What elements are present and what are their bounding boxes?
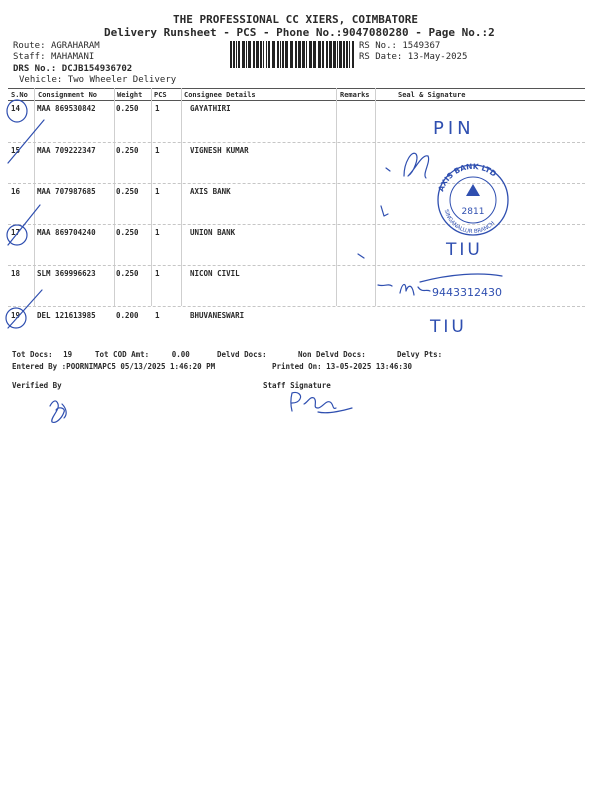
staff-signature — [291, 392, 352, 412]
row-weight: 0.200 — [116, 311, 139, 320]
row-consignment: MAA 707987685 — [37, 187, 96, 196]
row-sno: 14 — [11, 104, 21, 113]
col-consignment: Consignment No — [38, 91, 98, 99]
row-weight: 0.250 — [116, 187, 139, 196]
row-consignment: MAA 869530842 — [37, 104, 96, 113]
vehicle-label: Vehicle: — [19, 75, 63, 85]
row-pcs: 1 — [155, 228, 160, 237]
row-sno: 18 — [11, 269, 21, 278]
company-title: THE PROFESSIONAL CC XIERS, COIMBATORE — [173, 13, 419, 26]
staff-value: MAHAMANI — [50, 52, 95, 62]
rs-no-label: RS No.: — [359, 41, 397, 51]
handwritten-pin: PIN — [433, 118, 475, 139]
staff-signature-label: Staff Signature — [263, 381, 331, 390]
vehicle-value: Two Wheeler Delivery — [67, 75, 177, 85]
route-value: AGRAHARAM — [50, 41, 100, 51]
bank-stamp — [436, 162, 508, 235]
rs-date-value: 13-May-2025 — [407, 52, 468, 62]
col-pcs: PCS — [154, 91, 167, 99]
col-seal-signature: Seal & Signature — [398, 91, 466, 99]
row-sno: 19 — [11, 311, 21, 320]
check-stroke — [8, 120, 44, 163]
verified-signature — [50, 401, 66, 422]
row-weight: 0.250 — [116, 104, 139, 113]
row-consignee: NICON CIVIL — [190, 269, 240, 278]
handwritten-tiu: TIU — [446, 240, 483, 260]
row-weight: 0.250 — [116, 269, 139, 278]
underline-stroke — [420, 274, 502, 282]
check-stroke — [8, 205, 40, 245]
delvd-docs-label: Delvd Docs: — [217, 350, 267, 359]
runsheet-title: Delivery Runsheet - PCS - Phone No.:9047080280 - Page No.:2 — [104, 26, 495, 39]
row-pcs: 1 — [155, 146, 160, 155]
signature-scribble — [378, 284, 430, 295]
circle-mark — [6, 308, 26, 328]
col-consignee: Consignee Details — [184, 91, 256, 99]
row-weight: 0.250 — [116, 146, 139, 155]
row-pcs: 1 — [155, 104, 160, 113]
row-consignee: GAYATHIRI — [190, 104, 231, 113]
stamp-text-bottom: SINGANALLUR BRANCH — [442, 208, 497, 236]
row-pcs: 1 — [155, 269, 160, 278]
rs-no-value: 1549367 — [402, 41, 441, 51]
row-consignee: AXIS BANK — [190, 187, 231, 196]
row-sno: 15 — [11, 146, 21, 155]
handwritten-tiu: TIU — [430, 317, 467, 337]
route-label: Route: — [13, 41, 46, 51]
row-consignment: MAA 709222347 — [37, 146, 96, 155]
signature-scribble — [386, 153, 429, 178]
row-consignee: UNION BANK — [190, 228, 236, 237]
tick-mark — [381, 206, 388, 216]
row-consignment: MAA 869704240 — [37, 228, 96, 237]
stamp-code: 2811 — [461, 207, 485, 217]
tot-docs-value: 19 — [63, 350, 73, 359]
row-sno: 16 — [11, 187, 21, 196]
staff-label: Staff: — [13, 52, 46, 62]
non-delvd-docs-label: Non Delvd Docs: — [298, 350, 366, 359]
tot-cod-label: Tot COD Amt: — [95, 350, 150, 359]
tot-cod-value: 0.00 — [171, 350, 190, 359]
row-consignment: SLM 369996623 — [37, 269, 96, 278]
tot-docs-label: Tot Docs: — [12, 350, 53, 359]
drs-value: DCJB154936702 — [61, 64, 133, 74]
entered-by: Entered By :POORNIMAPC5 05/13/2025 1:46:20 PM — [12, 362, 216, 371]
col-weight: Weight — [117, 91, 143, 99]
row-weight: 0.250 — [116, 228, 139, 237]
row-consignee: BHUVANESWARI — [190, 311, 245, 320]
row-sno: 17 — [11, 228, 21, 237]
small-mark — [358, 254, 364, 258]
verified-by-label: Verified By — [12, 381, 62, 390]
row-consignee: VIGNESH KUMAR — [190, 146, 249, 155]
drs-label: DRS No.: — [13, 64, 57, 74]
row-pcs: 1 — [155, 187, 160, 196]
printed-on: Printed On: 13-05-2025 13:46:30 — [272, 362, 412, 371]
circle-mark — [7, 225, 27, 245]
handwritten-phone: 9443312430 — [432, 286, 502, 299]
circle-mark — [7, 100, 27, 122]
stamp-text-top: AXIS BANK LTD — [436, 161, 499, 193]
delvy-pts-label: Delvy Pts: — [397, 350, 443, 359]
rs-date-label: RS Date: — [359, 52, 403, 62]
row-pcs: 1 — [155, 311, 160, 320]
col-sno: S.No — [11, 91, 28, 99]
col-remarks: Remarks — [340, 91, 370, 99]
row-consignment: DEL 121613985 — [37, 311, 96, 320]
